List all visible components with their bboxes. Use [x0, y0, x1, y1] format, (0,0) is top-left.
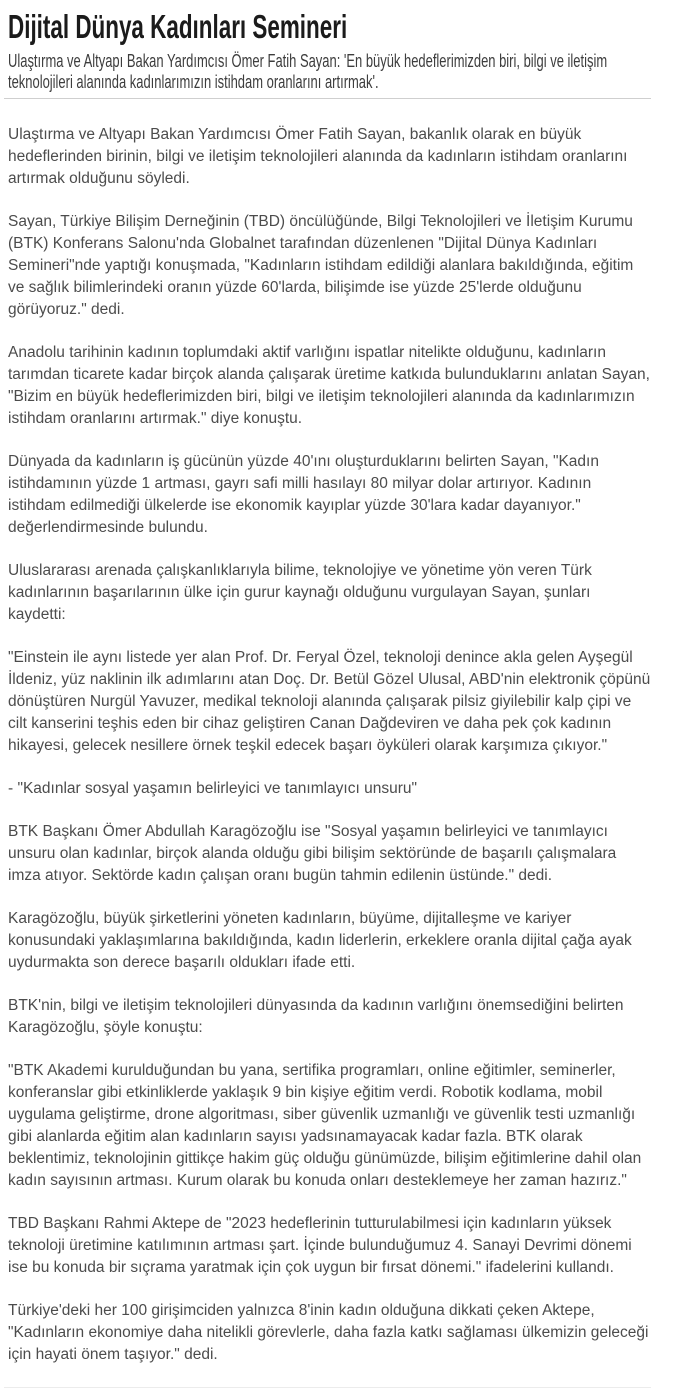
- article-paragraph: "Einstein ile aynı listede yer alan Prof. Dr. Feryal Özel, teknoloji denince akla gelen Ayşegül İldeniz, yüz naklinin ilk adımlarını atan Doç. Dr. Betül Gözel Ulusal, ABD'nin elektronik çöpünü dönüştüren Nurgül Yavuzer, medikal teknoloji alanında çalışarak pilsiz giyilebilir kalp çipi ve cilt kanserini teşhis eden bir cihaz geliştiren Canan Dağdeviren ve daha pek çok kadının hikayesi, gelecek nesillere örnek teşkil edecek başarı öyküleri olarak karşımıza çıkıyor.": [8, 649, 651, 754]
- article-title: Dijital Dünya Kadınları Semineri: [8, 8, 348, 45]
- article-paragraph: Uluslararası arenada çalışkanlıklarıyla bilime, teknolojiye ve yönetime yön veren Türk kadınlarının başarılarının ülke için gurur kaynağı olduğunu vurgulayan Sayan, şunları kaydetti:: [8, 562, 592, 623]
- article-subtitle: Ulaştırma ve Altyapı Bakan Yardımcısı Ömer Fatih Sayan: 'En büyük hedeflerimizden biri, bilgi ve iletişim teknolojileri alanında kadınlarımızın istihdam oranlarını artırmak'.: [8, 51, 608, 92]
- article-paragraph: TBD Başkanı Rahmi Aktepe de "2023 hedeflerinin tutturulabilmesi için kadınların yüksek teknoloji üretimine katılımının artması şart. İçinde bulunduğumuz 4. Sanayi Devrimi dönemi ise bu konuda bir sıçrama yaratmak için çok uygun bir fırsat dönemi." ifadelerini kullandı.: [8, 1215, 632, 1276]
- article-header: [8, 8, 651, 93]
- article-paragraph: BTK'nin, bilgi ve iletişim teknolojileri dünyasında da kadının varlığını önemsediğini belirten Karagözoğlu, şöyle konuştu:: [8, 997, 624, 1036]
- article-paragraph: "BTK Akademi kurulduğundan bu yana, sertifika programları, online eğitimler, seminerler, konferanslar gibi etkinliklerde yaklaşık 9 bin kişiye eğitim verdi. Robotik kodlama, mobil uygulama geliştirme, drone algoritması, siber güvenlik uzmanlığı ve güvenlik testi uzmanlığı gibi alanlarda eğitim alan kadınların sayısı yadsınamayacak kadar fazla. BTK olarak beklentimiz, teknolojinin gittikçe hakim güç olduğu günümüzde, bilişim eğitimlerine dahil olan kadın sayısının artması. Kurum olarak bu konuda onları desteklemeye her zaman hazırız.": [8, 1062, 642, 1189]
- article-paragraph: Anadolu tarihinin kadının toplumdaki aktif varlığını ispatlar nitelikte olduğunu, kadınların tarımdan ticarete kadar birçok alanda çalışarak üretime katkıda bulunduklarını anlatan Sayan, "Bizim en büyük hedeflerimizden biri, bilgi ve iletişim teknolojileri alanında da kadınlarımızın istihdam oranlarını artırmak." diye konuştu.: [8, 344, 650, 427]
- article-paragraph: BTK Başkanı Ömer Abdullah Karagözoğlu ise "Sosyal yaşamın belirleyici ve tanımlayıcı unsuru olan kadınlar, birçok alanda olduğu gibi bilişim sektöründe de başarılı çalışmalara imza atıyor. Sektörde kadın çalışan oranı bugün tahmin edilenin üstünde." dedi.: [8, 823, 617, 884]
- article-paragraph: Dünyada da kadınların iş gücünün yüzde 40'ını oluşturduklarını belirten Sayan, "Kadın istihdamının yüzde 1 artması, gayrı safi milli hasılayı 80 milyar dolar artırıyor. Kadının istihdam edilmediği ülkelerde ise ekonomik kayıplar yüzde 30'lara kadar dayanıyor." değerlendirmesinde bulundu.: [8, 453, 599, 536]
- article-paragraph: Türkiye'deki her 100 girişimciden yalnızca 8'inin kadın olduğuna dikkati çeken Aktepe, "Kadınların ekonomiye daha nitelikli görevlerle, daha fazla katkı sağlaması ülkemizin geleceği için hayati önem taşıyor." dedi.: [8, 1302, 649, 1363]
- article-paragraph: Ulaştırma ve Altyapı Bakan Yardımcısı Ömer Fatih Sayan, bakanlık olarak en büyük hedeflerinden birinin, bilgi ve iletişim teknolojileri alanında da kadınların istihdam oranlarını artırmak olduğunu söyledi.: [8, 126, 628, 187]
- article-body: [8, 124, 651, 1366]
- article-paragraph: - "Kadınlar sosyal yaşamın belirleyici ve tanımlayıcı unsuru": [8, 780, 418, 797]
- bottom-divider: [4, 1387, 651, 1388]
- header-divider: [4, 98, 651, 99]
- article-paragraph: Karagözoğlu, büyük şirketlerini yöneten kadınların, büyüme, dijitalleşme ve kariyer konusundaki yaklaşımlarına bakıldığında, kadın liderlerin, erkeklere oranla dijital çağa ayak uydurmakta son derece başarılı oldukları ifade etti.: [8, 910, 632, 971]
- article-paragraph: Sayan, Türkiye Bilişim Derneğinin (TBD) öncülüğünde, Bilgi Teknolojileri ve İletişim Kurumu (BTK) Konferans Salonu'nda Globalnet tarafından düzenlenen "Dijital Dünya Kadınları Semineri"nde yaptığı konuşmada, "Kadınların istihdam edildiği alanlara bakıldığında, eğitim ve sağlık bilimlerindeki oranın yüzde 60'larda, bilişimde ise yüzde 25'lerde olduğunu görüyoruz." dedi.: [8, 213, 634, 318]
